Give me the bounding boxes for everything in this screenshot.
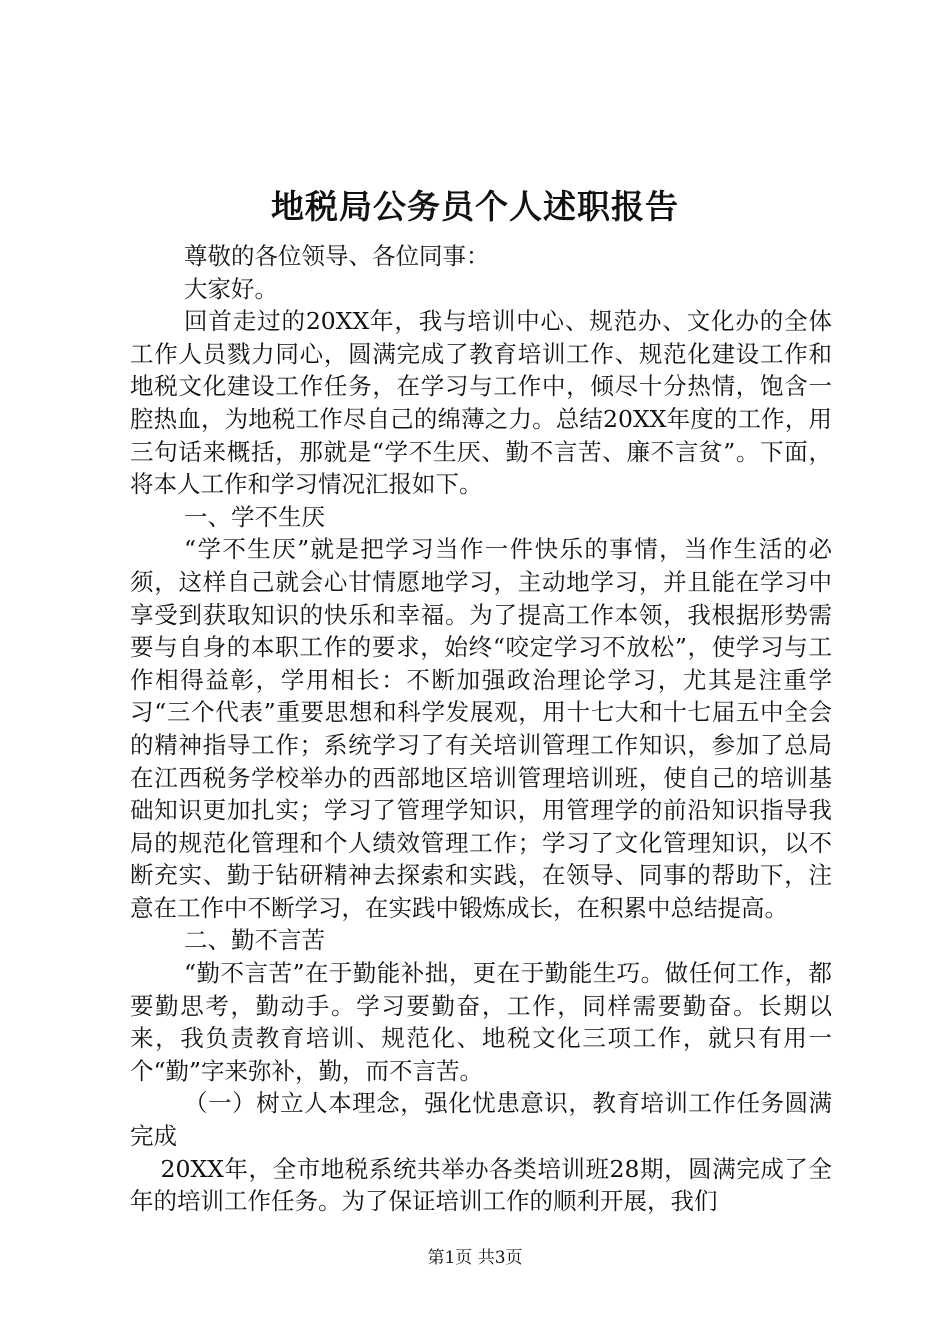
- document-body: [130, 240, 832, 1218]
- section-heading-2: 二、勤不言苦: [184, 926, 326, 955]
- section-1-paragraph: “学不生厌”就是把学习当作一件快乐的事情，当作生活的必须，这样自己就会心甘情愿地学习，主动地学习，并且能在学习中享受到获取知识的快乐和幸福。为了提高工作本领，我根据形势需要与自身的本职工作的要求，始终“咬定学习不放松”，使学习与工作相得益彰，学用相长：不断加强政治理论学习，尤其是注重学习“三个代表”重要思想和科学发展观，用十七大和十七届五中全会的精神指导工作；系统学习了有关培训管理工作知识，参加了总局在江西税务学校举办的西部地区培训管理培训班，使自己的培训基础知识更加扎实；学习了管理学知识，用管理学的前沿知识指导我局的规范化管理和个人绩效管理工作；学习了文化管理知识，以不断充实、勤于钻研精神去探索和实践，在领导、同事的帮助下，注意在工作中不断学习，在实践中锻炼成长，在积累中总结提高。: [130, 535, 832, 922]
- page-footer: 第1页 共3页: [427, 1248, 523, 1268]
- subsection-1-paragraph: 20XX年，全市地税系统共举办各类培训班28期，圆满完成了全年的培训工作任务。为了保证培训工作的顺利开展，我们: [130, 1154, 832, 1216]
- section-heading-1: 一、学不生厌: [184, 502, 326, 531]
- salutation: 尊敬的各位领导、各位同事：: [184, 242, 490, 270]
- section-2-paragraph: “勤不言苦”在于勤能补拙，更在于勤能生巧。做任何工作，都要勤思考，勤动手。学习要勤奋，工作，同样需要勤奋。长期以来，我负责教育培训、规范化、地税文化三项工作，就只有用一个“勤”字来弥补，勤，而不言苦。: [130, 959, 832, 1085]
- subsection-heading-1: （一）树立人本理念，强化忧患意识，教育培训工作任务圆满完成: [130, 1089, 832, 1151]
- greeting: 大家好。: [184, 274, 279, 303]
- intro-paragraph: 回首走过的20XX年，我与培训中心、规范办、文化办的全体工作人员戮力同心，圆满完成了教育培训工作、规范化建设工作和地税文化建设工作任务，在学习与工作中，倾尽十分热情，饱含一腔热血，为地税工作尽自己的绵薄之力。总结20XX年度的工作，用三句话来概括，那就是“学不生厌、勤不言苦、廉不言贫”。下面，将本人工作和学习情况汇报如下。: [130, 307, 832, 499]
- document-title: 地税局公务员个人述职报告: [271, 187, 679, 226]
